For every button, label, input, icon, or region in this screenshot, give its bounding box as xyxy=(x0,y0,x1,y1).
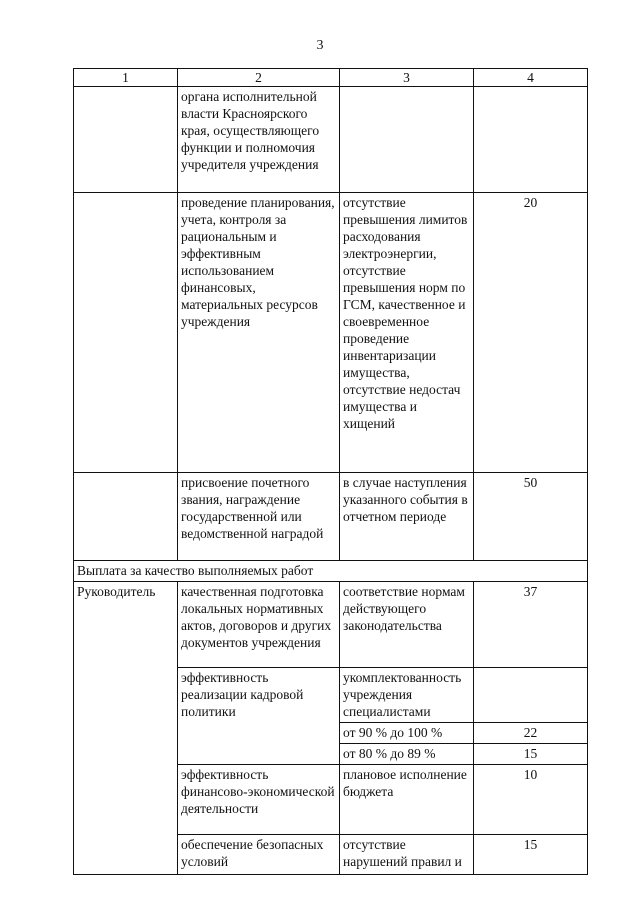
cell-value: 10 xyxy=(474,765,588,835)
table-row xyxy=(74,87,588,193)
cell-criterion: органа исполнительной власти Красноярского края, осуществляющего функции и полномочия учредителя учреждения xyxy=(178,87,340,193)
column-header-1: 1 xyxy=(74,69,178,87)
section-row xyxy=(74,561,588,582)
criteria-table xyxy=(73,68,588,875)
cell-position: Руководитель xyxy=(74,582,178,875)
cell-condition: соответствие нормам действующего законодательства xyxy=(340,582,474,668)
cell-criterion: эффективность реализации кадровой политики xyxy=(178,668,340,765)
cell-criterion: обеспечение безопасных условий xyxy=(178,835,340,875)
cell-position xyxy=(74,193,178,473)
table-row xyxy=(74,193,588,473)
cell-value: 22 xyxy=(474,723,588,744)
cell-value: 15 xyxy=(474,835,588,875)
cell-position xyxy=(74,473,178,561)
cell-value: 15 xyxy=(474,744,588,765)
cell-value xyxy=(474,87,588,193)
cell-position xyxy=(74,87,178,193)
cell-criterion: присвоение почетного звания, награждение государственной или ведомственной наградой xyxy=(178,473,340,561)
cell-condition: в случае наступления указанного события в отчетном периоде xyxy=(340,473,474,561)
cell-condition: от 90 % до 100 % xyxy=(340,723,474,744)
cell-condition: отсутствие нарушений правил и xyxy=(340,835,474,875)
cell-condition: отсутствие превышения лимитов расходования электроэнергии, отсутствие превышения норм по ГСМ, качественное и своевременное проведение инвентаризации имущества, отсутствие недостач имущества и хищений xyxy=(340,193,474,473)
cell-condition: укомплектованность учреждения специалистами xyxy=(340,668,474,723)
cell-criterion: проведение планирования, учета, контроля за рациональным и эффективным использованием финансовых, материальных ресурсов учреждения xyxy=(178,193,340,473)
column-header-4: 4 xyxy=(474,69,588,87)
column-header-2: 2 xyxy=(178,69,340,87)
page-number: 3 xyxy=(316,38,324,53)
cell-criterion: эффективность финансово-экономической деятельности xyxy=(178,765,340,835)
cell-condition xyxy=(340,87,474,193)
cell-value: 37 xyxy=(474,582,588,668)
cell-criterion: качественная подготовка локальных нормативных актов, договоров и других документов учреждения xyxy=(178,582,340,668)
table-header-row xyxy=(74,69,588,87)
table-row xyxy=(74,473,588,561)
table-row xyxy=(74,582,588,668)
section-title: Выплата за качество выполняемых работ xyxy=(74,561,588,582)
column-header-3: 3 xyxy=(340,69,474,87)
cell-condition: плановое исполнение бюджета xyxy=(340,765,474,835)
cell-value xyxy=(474,668,588,723)
cell-value: 20 xyxy=(474,193,588,473)
cell-condition: от 80 % до 89 % xyxy=(340,744,474,765)
cell-value: 50 xyxy=(474,473,588,561)
